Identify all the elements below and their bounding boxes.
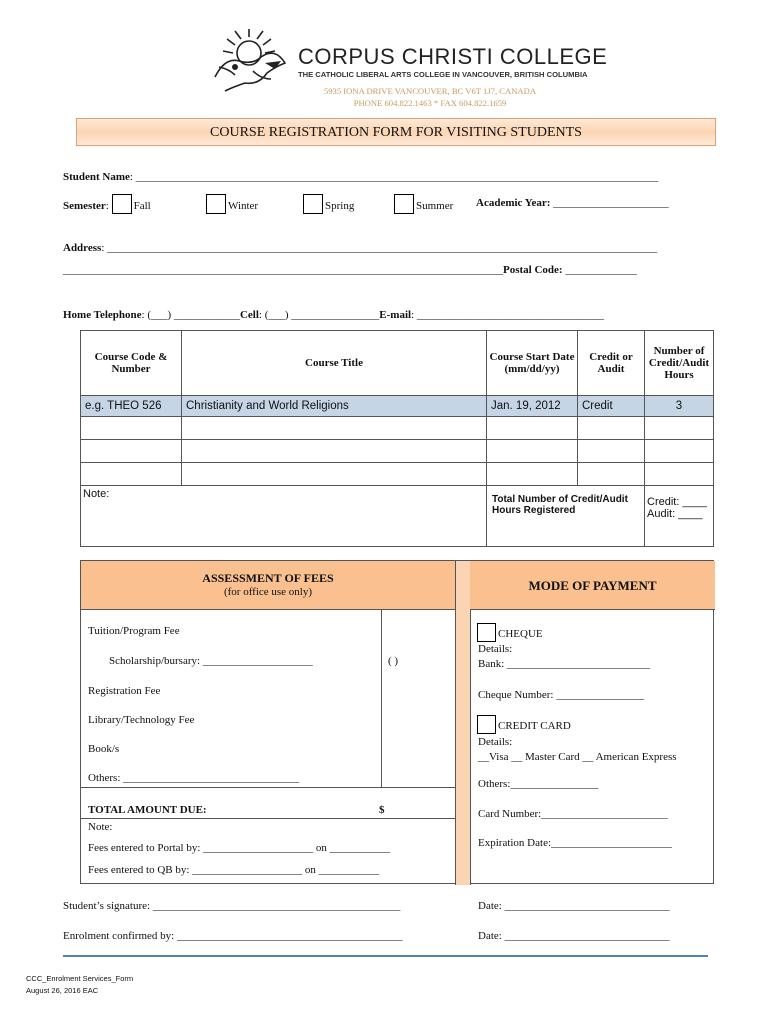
address-line-2[interactable]: ________________________________________________________________________________Postal Code: _____________	[63, 264, 637, 276]
payment-title: MODE OF PAYMENT	[528, 578, 657, 593]
spring-label: Spring	[325, 200, 355, 212]
tuition-label: Tuition/Program Fee	[88, 625, 180, 637]
fees-divider	[81, 818, 455, 819]
col-hours: Number of Credit/Audit Hours	[645, 331, 714, 396]
credit-card-option[interactable]	[477, 715, 571, 734]
student-name-label: Student Name	[63, 171, 130, 183]
course-header-row	[81, 331, 714, 396]
payment-header	[470, 561, 715, 610]
scholarship-field[interactable]: Scholarship/bursary: ____________________	[109, 655, 313, 667]
course-table	[80, 330, 714, 547]
address-field[interactable]: Address: ____________________________________________________________________________________________________	[63, 242, 658, 254]
total-hours-label: Total Number of Credit/Audit Hours Registered	[487, 486, 645, 547]
date-field-2[interactable]: Date: ______________________________	[478, 930, 670, 942]
summer-label: Summer	[416, 200, 454, 212]
sample-code: e.g. THEO 526	[81, 396, 182, 417]
card-types[interactable]: __Visa __ Master Card __ American Express	[478, 751, 677, 763]
table-row[interactable]	[81, 440, 714, 463]
table-row	[81, 396, 714, 417]
sample-title: Christianity and World Religions	[182, 396, 487, 417]
address-line: 5935 IONA DRIVE VANCOUVER, BC V6T 1J7, CANADA	[323, 86, 537, 96]
library-label: Library/Technology Fee	[88, 714, 195, 726]
address-label: Address	[63, 242, 102, 254]
card-details: Details:	[478, 736, 513, 748]
registration-label: Registration Fee	[88, 685, 161, 697]
table-row[interactable]	[81, 417, 714, 440]
section-divider	[455, 561, 471, 885]
postal-code-label: Postal Code:	[503, 264, 563, 276]
phone-line: PHONE 604.822.1463 * FAX 604.822.1659	[353, 98, 507, 108]
cheque-details: Details:	[478, 643, 513, 655]
college-address	[300, 85, 560, 109]
fees-column-line	[381, 609, 382, 787]
col-course-title: Course Title	[182, 331, 487, 396]
college-name: CORPUS CHRISTI COLLEGE	[298, 44, 608, 69]
note-row	[81, 486, 714, 547]
qb-field[interactable]: Fees entered to QB by: ____________________ on ___________	[88, 864, 380, 876]
card-number-field[interactable]: Card Number:_______________________	[478, 808, 668, 820]
cheque-number-field[interactable]: Cheque Number: ________________	[478, 689, 645, 701]
credit-card-label: CREDIT CARD	[498, 720, 571, 732]
payment-others-field[interactable]: Others:________________	[478, 778, 599, 790]
cheque-label: CHEQUE	[498, 628, 543, 640]
fees-header	[81, 561, 455, 610]
sample-type: Credit	[578, 396, 645, 417]
sample-hours: 3	[645, 396, 714, 417]
credit-audit-total[interactable]	[645, 486, 714, 547]
cell-label: Cell	[239, 309, 259, 321]
bank-field[interactable]: Bank: __________________________	[478, 658, 651, 670]
total-due-label: TOTAL AMOUNT DUE:	[88, 804, 207, 816]
home-telephone-label: Home Telephone	[63, 309, 142, 321]
summer-checkbox[interactable]	[394, 194, 414, 214]
college-logo	[205, 27, 293, 95]
footer-rule	[63, 955, 708, 957]
table-row[interactable]	[81, 463, 714, 486]
enrolment-confirmed-field[interactable]: Enrolment confirmed by: _________________________________________	[63, 930, 403, 942]
scholarship-amount[interactable]: ( )	[388, 655, 399, 667]
footer-date: August 26, 2016 EAC	[26, 986, 99, 995]
note-cell[interactable]: Note:	[81, 486, 487, 547]
total-dollar[interactable]: $	[379, 804, 385, 816]
fees-subtitle: (for office use only)	[223, 586, 313, 598]
books-label: Book/s	[88, 743, 120, 755]
portal-field[interactable]: Fees entered to Portal by: ____________________ on ___________	[88, 842, 391, 854]
spring-checkbox[interactable]	[303, 194, 323, 214]
fees-divider	[81, 787, 455, 788]
student-name-field[interactable]: Student Name: _______________________________________________________________________________________________	[63, 171, 659, 183]
audit-total: Audit: ____	[647, 508, 703, 520]
fall-checkbox[interactable]	[112, 194, 132, 214]
col-start-date: Course Start Date (mm/dd/yy)	[487, 331, 578, 396]
student-signature-field[interactable]: Student’s signature: _____________________________________________	[63, 900, 401, 912]
date-field-1[interactable]: Date: ______________________________	[478, 900, 670, 912]
credit-card-checkbox[interactable]	[477, 715, 496, 734]
college-tagline: THE CATHOLIC LIBERAL ARTS COLLEGE IN VANCOUVER, BRITISH COLUMBIA	[298, 70, 588, 79]
footer-form-id: CCC_Enrolment Services_Form	[26, 974, 134, 983]
academic-year-label: Academic Year:	[476, 197, 551, 209]
email-label: E-mail	[379, 309, 412, 321]
contact-row[interactable]: Home Telephone: (___) ____________Cell: (___) ________________E-mail: __________________________________	[63, 309, 604, 321]
expiration-field[interactable]: Expiration Date:______________________	[478, 837, 673, 849]
fall-label: Fall	[133, 200, 151, 212]
credit-total: Credit: ____	[647, 496, 707, 508]
col-course-code: Course Code & Number	[81, 331, 182, 396]
semester-row: Semester: Fall	[63, 194, 151, 214]
semester-label: Semester	[63, 200, 106, 212]
others-field[interactable]: Others: ________________________________	[88, 772, 300, 784]
fees-payment-section	[80, 560, 714, 884]
sample-date: Jan. 19, 2012	[487, 396, 578, 417]
cheque-checkbox[interactable]	[477, 623, 496, 642]
fees-title: ASSESSMENT OF FEES	[202, 571, 334, 585]
winter-checkbox[interactable]	[206, 194, 226, 214]
form-title: COURSE REGISTRATION FORM FOR VISITING STUDENTS	[76, 118, 716, 146]
cheque-option[interactable]	[477, 623, 543, 642]
winter-label: Winter	[228, 200, 259, 212]
academic-year-field[interactable]: Academic Year: _____________________	[476, 197, 669, 209]
fees-note: Note:	[88, 821, 113, 833]
col-credit-audit: Credit or Audit	[578, 331, 645, 396]
